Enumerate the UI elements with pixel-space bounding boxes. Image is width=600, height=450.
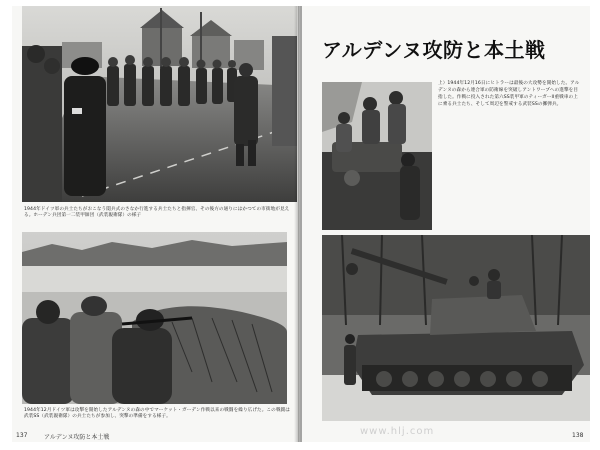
left-page xyxy=(12,6,299,442)
page-number-right: 138 xyxy=(572,432,584,439)
caption-parade: 1944年ドイツ軍の兵士たちがおこなう閲兵式のさなか行進する兵士たちと指揮官、その後方の通りにはかつての市街地が見える。ホーデン兵団第一二装甲師団（武装親衛隊）の様子 xyxy=(24,207,290,219)
parade-illustration xyxy=(22,6,297,202)
watermark-url: www.hlj.com xyxy=(360,426,435,437)
page-title: アルデンヌ攻防と本土戦 xyxy=(322,38,546,62)
right-page xyxy=(302,6,590,442)
running-head-left: アルデンヌ攻防と本土戦 xyxy=(44,434,110,441)
photo-trench xyxy=(22,232,287,404)
trench-illustration xyxy=(22,232,287,404)
caption-tank-crew: 上）1944年12月16日にヒトラーは最後の大攻勢を開始した。アルデンヌの森から連合軍の防衛線を突破しアントワープへの進撃を目指した。作戦に投入された第六SS装甲軍のティーガーII重戦車の上に乗る兵士たち、そして周辺を警戒する武装SSの擲弾兵。 xyxy=(438,81,580,107)
photo-king-tiger xyxy=(322,235,590,421)
king-tiger-illustration xyxy=(322,235,590,421)
photo-parade xyxy=(22,6,297,202)
page-number-left: 137 xyxy=(16,432,28,439)
caption-trench: 1944年12月ドイツ軍は攻撃を開始したアルデンヌの森の中でマーケット・ガーデン作戦以来の戦闘を繰り広げた。この戦闘は武装SS（武装親衛隊）の兵士たちが参加し、突撃の準備をする様子。 xyxy=(24,408,290,420)
book-spread xyxy=(12,6,590,442)
tank-crew-illustration xyxy=(322,82,432,230)
photo-tank-crew xyxy=(322,82,432,230)
